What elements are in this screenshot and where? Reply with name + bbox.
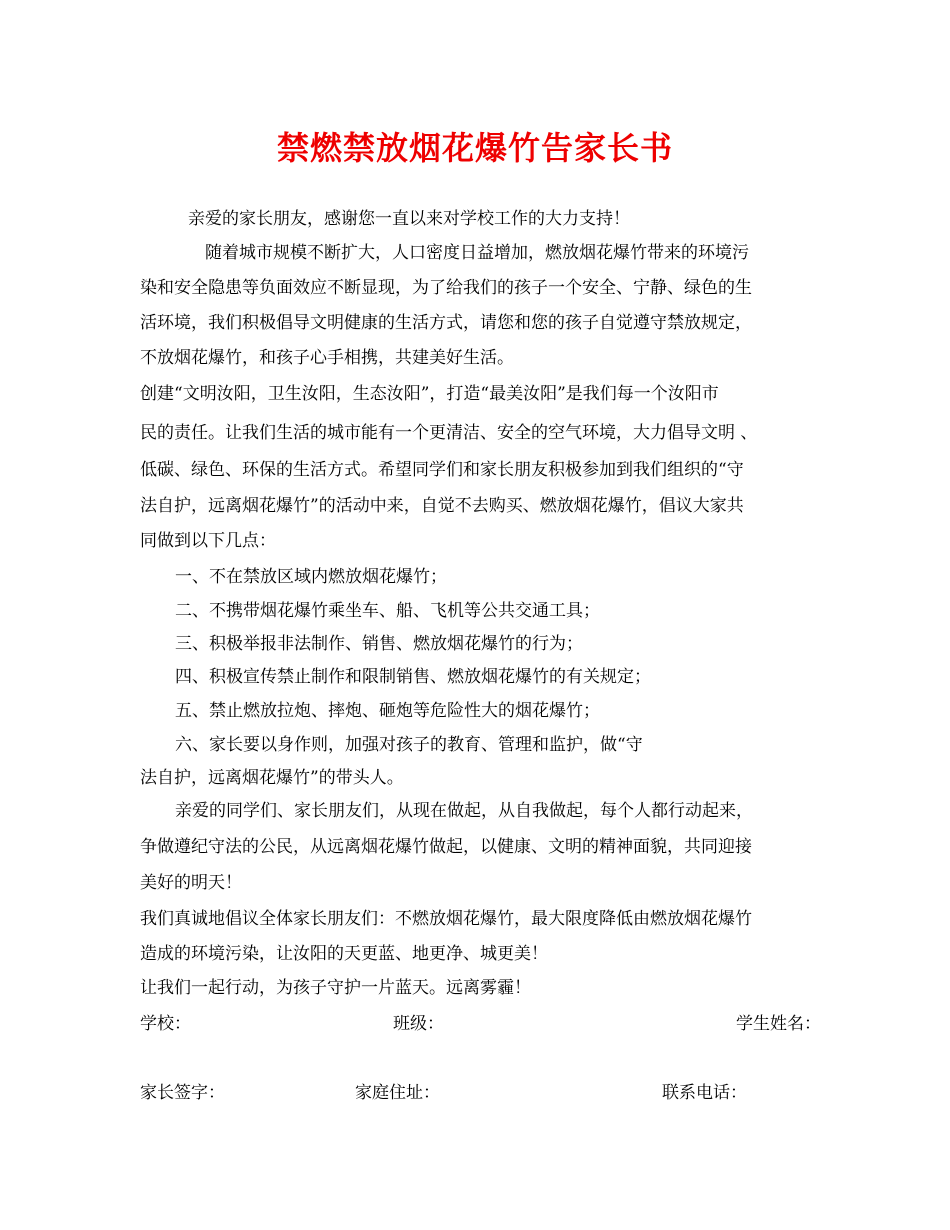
body-line: 争做遵纪守法的公民，从远离烟花爆竹做起，以健康、文明的精神面貌，共同迎接 bbox=[140, 837, 752, 857]
body-line: 法自护，远离烟花爆竹”的带头人。 bbox=[140, 768, 404, 788]
body-line: 染和安全隐患等负面效应不断显现，为了给我们的孩子一个安全、宁静、绿色的生 bbox=[140, 278, 752, 298]
body-line: 美好的明天！ bbox=[140, 873, 242, 893]
student-name-field-label: 学生姓名： bbox=[736, 1014, 821, 1034]
parent-signature-field-label: 家长签字： bbox=[140, 1083, 225, 1103]
document-title: 禁燃禁放烟花爆竹告家长书 bbox=[276, 129, 673, 167]
home-address-field-label: 家庭住址： bbox=[355, 1083, 440, 1103]
body-line: 民的责任。让我们生活的城市能有一个更清洁、安全的空气环境，大力倡导文明 、 bbox=[140, 423, 758, 443]
body-line: 三、积极举报非法制作、销售、燃放烟花爆竹的行为； bbox=[175, 634, 583, 654]
body-line: 法自护，远离烟花爆竹”的活动中来，自觉不去购买、燃放烟花爆竹，倡议大家共 bbox=[140, 496, 744, 516]
body-line: 五、禁止燃放拉炮、摔炮、砸炮等危险性大的烟花爆竹； bbox=[175, 701, 600, 721]
body-line: 亲爱的同学们、家长朋友们，从现在做起，从自我做起，每个人都行动起来， bbox=[175, 801, 753, 821]
body-line: 我们真诚地倡议全体家长朋友们：不燃放烟花爆竹，最大限度降低由燃放烟花爆竹 bbox=[140, 909, 752, 929]
body-line: 活环境，我们积极倡导文明健康的生活方式，请您和您的孩子自觉遵守禁放规定， bbox=[140, 313, 752, 333]
school-field-label: 学校： bbox=[140, 1014, 191, 1034]
body-line: 二、不携带烟花爆竹乘坐车、船、飞机等公共交通工具； bbox=[175, 601, 600, 621]
body-line: 造成的环境污染，让汝阳的天更蓝、地更净、城更美！ bbox=[140, 944, 548, 964]
body-line: 不放烟花爆竹，和孩子心手相携，共建美好生活。 bbox=[140, 348, 514, 368]
phone-field-label: 联系电话： bbox=[662, 1083, 747, 1103]
body-line: 一、不在禁放区域内燃放烟花爆竹； bbox=[175, 567, 447, 587]
body-line: 六、家长要以身作则，加强对孩子的教育、管理和监护，做“守 bbox=[175, 735, 643, 755]
body-line: 创建“文明汝阳，卫生汝阳，生态汝阳”，打造“最美汝阳”是我们每一个汝阳市 bbox=[140, 384, 719, 404]
body-line: 亲爱的家长朋友，感谢您一直以来对学校工作的大力支持！ bbox=[188, 209, 630, 229]
body-line: 低碳、绿色、环保的生活方式。希望同学们和家长朋友积极参加到我们组织的“守 bbox=[140, 460, 744, 480]
body-line: 随着城市规模不断扩大，人口密度日益增加，燃放烟花爆竹带来的环境污 bbox=[205, 243, 749, 263]
body-line: 四、积极宣传禁止制作和限制销售、燃放烟花爆竹的有关规定； bbox=[175, 667, 651, 687]
class-field-label: 班级： bbox=[393, 1014, 444, 1034]
body-line: 让我们一起行动，为孩子守护一片蓝天。远离雾霾！ bbox=[140, 978, 531, 998]
body-line: 同做到以下几点： bbox=[140, 531, 276, 551]
